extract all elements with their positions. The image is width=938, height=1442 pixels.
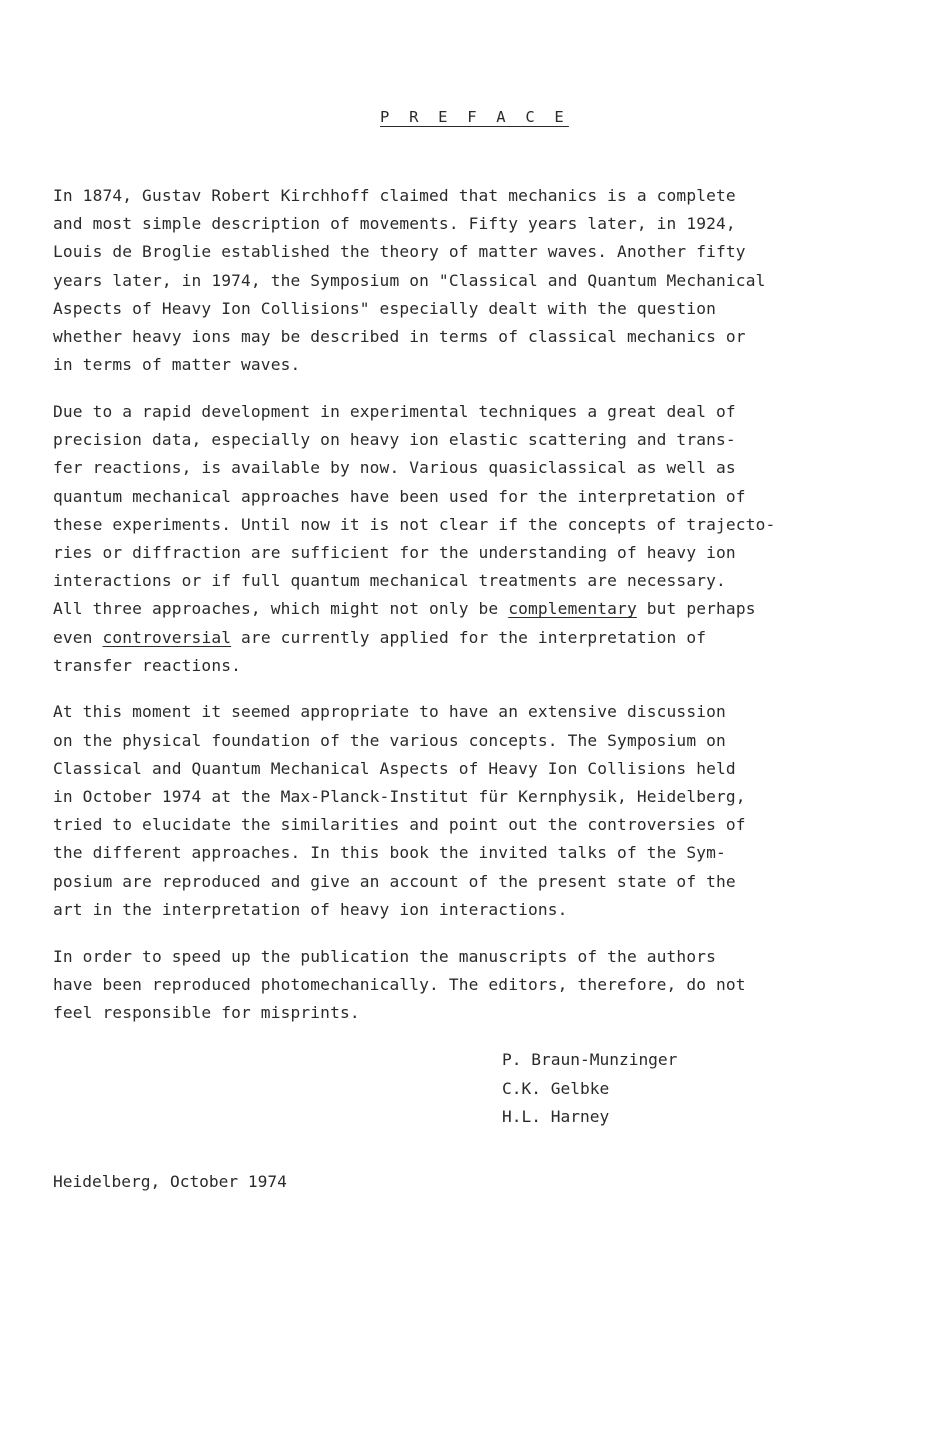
underlined-word: controversial [102, 627, 232, 647]
text-segment: are currently applied for the interpretation of [231, 627, 707, 647]
editor-name: C.K. Gelbke [502, 1078, 610, 1098]
text-line: in October 1974 at the Max-Planck-Institut für Kernphysik, Heidelberg, [53, 787, 746, 807]
editor-signatures [502, 1046, 677, 1132]
paragraph-3 [53, 698, 913, 924]
text-line [53, 624, 913, 652]
preface-body [53, 182, 913, 1046]
text-line: years later, in 1974, the Symposium on "Classical and Quantum Mechanical [53, 270, 766, 290]
paragraph-4 [53, 943, 913, 1028]
text-line: whether heavy ions may be described in terms of classical mechanics or [53, 327, 746, 347]
text-line: quantum mechanical approaches have been used for the interpretation of [53, 486, 746, 506]
text-line: In order to speed up the publication the manuscripts of the authors [53, 946, 717, 966]
paragraph-2 [53, 398, 913, 680]
editor-name: H.L. Harney [502, 1107, 610, 1126]
text-line [53, 595, 913, 623]
text-line: At this moment it seemed appropriate to have an extensive discussion [53, 702, 726, 722]
text-line: fer reactions, is available by now. Various quasiclassical as well as [53, 458, 736, 478]
text-line: and most simple description of movements. Fifty years later, in 1924, [53, 214, 736, 234]
text-line: ries or diffraction are sufficient for the understanding of heavy ion [53, 542, 736, 562]
text-line: the different approaches. In this book the invited talks of the Sym- [53, 843, 726, 863]
text-line: Due to a rapid development in experimental techniques a great deal of [53, 401, 736, 421]
text-line: posium are reproduced and give an account of the present state of the [53, 871, 736, 891]
text-line: Classical and Quantum Mechanical Aspects of Heavy Ion Collisions held [53, 758, 736, 778]
text-segment: even [53, 627, 103, 647]
text-line: tried to elucidate the similarities and point out the controversies of [53, 815, 746, 835]
text-line: on the physical foundation of the various concepts. The Symposium on [53, 730, 726, 750]
text-segment: All three approaches, which might not only be [53, 599, 509, 619]
text-line: Aspects of Heavy Ion Collisions" especially dealt with the question [53, 298, 717, 318]
text-line: feel responsible for misprints. [53, 1002, 360, 1022]
text-line: have been reproduced photomechanically. The editors, therefore, do not [53, 974, 746, 994]
page-title: P R E F A C E [380, 108, 569, 126]
text-line: Louis de Broglie established the theory of matter waves. Another fifty [53, 242, 746, 262]
text-line: interactions or if full quantum mechanical treatments are necessary. [53, 571, 726, 591]
underlined-word: complementary [508, 599, 637, 619]
text-line: precision data, especially on heavy ion elastic scattering and trans- [53, 430, 736, 450]
text-segment: but perhaps [636, 599, 756, 619]
text-line: these experiments. Until now it is not clear if the concepts of trajecto- [53, 514, 776, 534]
text-line: In 1874, Gustav Robert Kirchhoff claimed that mechanics is a complete [53, 186, 736, 205]
text-line: art in the interpretation of heavy ion interactions. [53, 899, 568, 919]
place-and-date: Heidelberg, October 1974 [53, 1172, 287, 1191]
editor-name: P. Braun-Munzinger [502, 1050, 678, 1069]
text-line: in terms of matter waves. [53, 355, 301, 375]
paragraph-1 [53, 182, 913, 379]
text-line: transfer reactions. [53, 655, 242, 675]
